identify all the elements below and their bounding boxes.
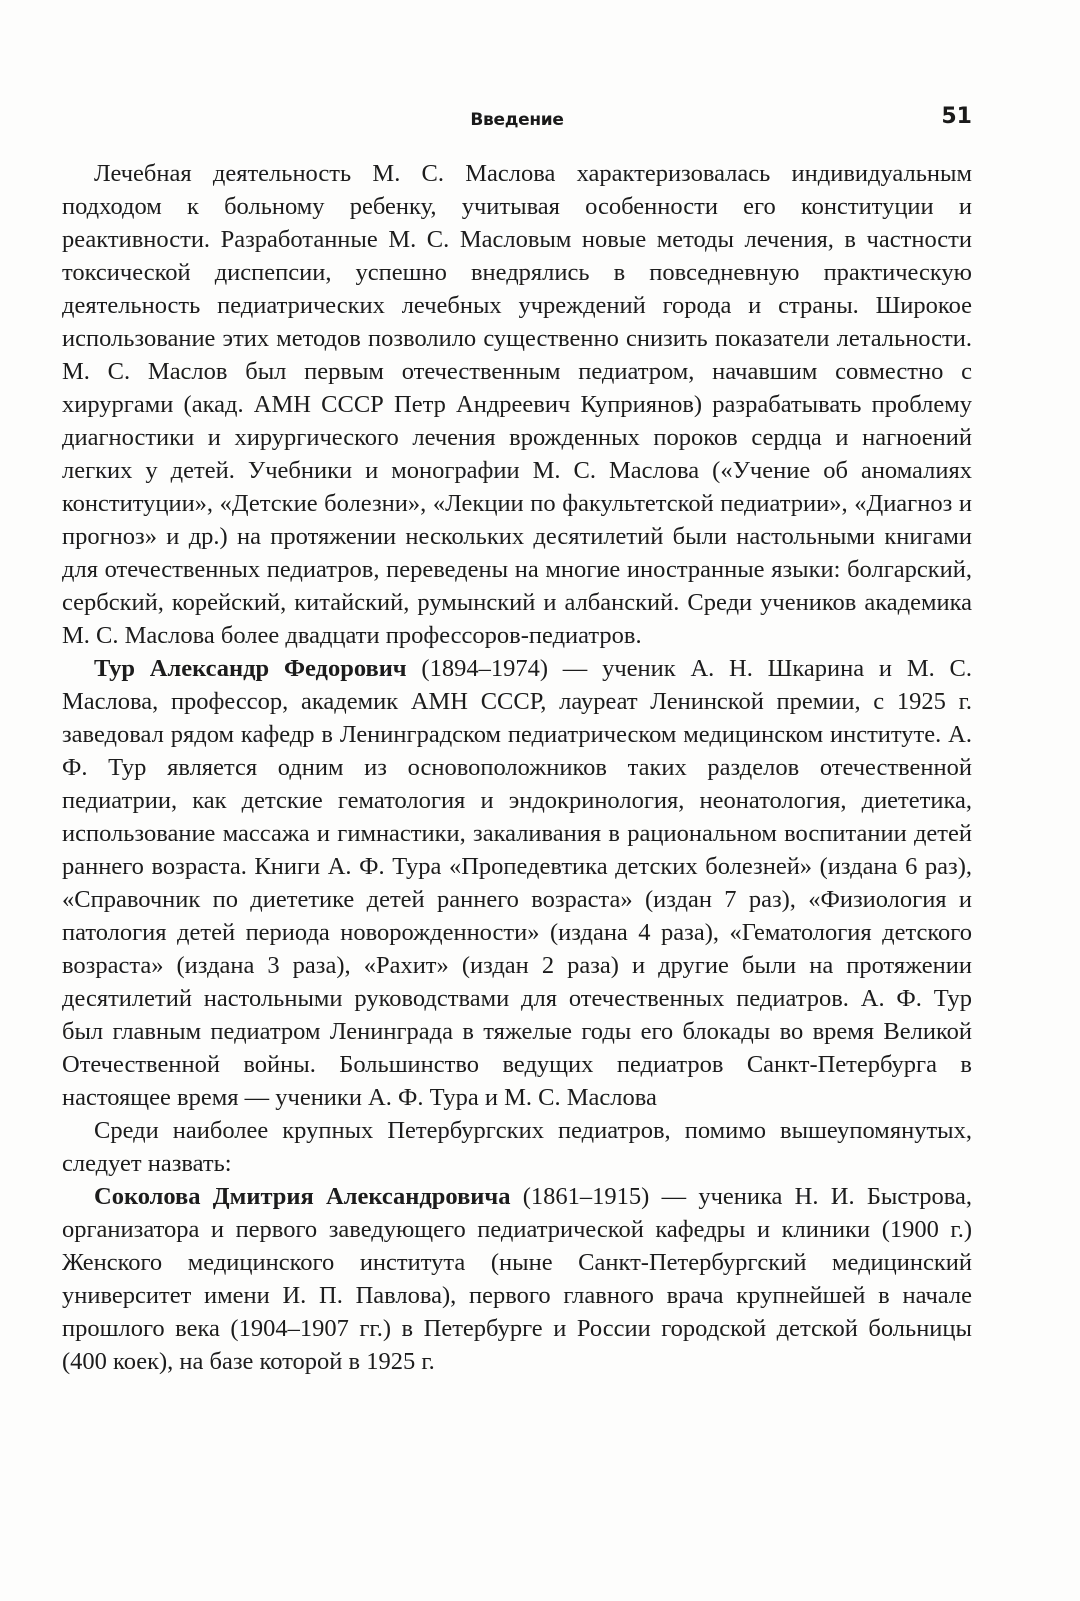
running-header xyxy=(62,104,972,134)
paragraph xyxy=(62,652,972,1114)
paragraph-text: Среди наиболее крупных Петербургских педиатров, помимо вышеупомянутых, следует назвать: xyxy=(62,1117,972,1177)
paragraph xyxy=(62,157,972,652)
paragraph-text: Лечебная деятельность М. С. Маслова характеризовалась индивидуальным подходом к больному ребенку, учитывая особенности его конституции и реактивности. Разработанные М. С. Масловым новые методы лечения, в частности токсической диспепсии, успешно внедрялись в повседневную практическую деятельность педиатрических лечебных учреждений города и страны. Широкое использование этих методов позволило существенно снизить показатели летальности. М. С. Маслов был первым отечественным педиатром, начавшим совместно с хирургами (акад. АМН СССР Петр Андреевич Куприянов) разрабатывать проблему диагностики и хирургического лечения врожденных пороков сердца и нагноений легких у детей. Учебники и монографии М. С. Маслова («Учение об аномалиях конституции», «Детские болезни», «Лекции по факультетской педиатрии», «Диагноз и прогноз» и др.) на протяжении нескольких десятилетий были настольными книгами для отечественных педиатров, переведены на многие иностранные языки: болгарский, сербский, корейский, китайский, румынский и албанский. Среди учеников академика М. С. Маслова более двадцати профессоров-педиатров. xyxy=(62,160,972,649)
paragraph xyxy=(62,1180,972,1378)
body-text xyxy=(62,157,972,1378)
section-title: Введение xyxy=(470,110,564,130)
paragraph-lead: Тур Александр Федорович xyxy=(94,655,407,682)
paragraph-text: (1861–1915) — ученика Н. И. Быстрова, организатора и первого заведующего педиатрической кафедры и клиники (1900 г.) Женского медицинского института (ныне Санкт-Петербургский медицинский университет имени И. П. Павлова), первого главного врача крупнейшей в начале прошлого века (1904–1907 гг.) в Петербурге и России городской детской больницы (400 коек), на базе которой в 1925 г. xyxy=(62,1183,972,1375)
paragraph-lead: Соколова Дмитрия Александровича xyxy=(94,1183,511,1210)
paragraph xyxy=(62,1114,972,1180)
paragraph-text: (1894–1974) — ученик А. Н. Шкарина и М. С. Маслова, профессор, академик АМН СССР, лауреат Ленинской премии, с 1925 г. заведовал рядом кафедр в Ленинградском педиатрическом медицинском институте. А. Ф. Тур является одним из основоположников таких разделов отечественной педиатрии, как детские гематология и эндокринология, неонатология, диететика, использование массажа и гимнастики, закаливания в рациональном воспитании детей раннего возраста. Книги А. Ф. Тура «Пропедевтика детских болезней» (издана 6 раз), «Справочник по диететике детей раннего возраста» (издан 7 раз), «Физиология и патология детей периода новорожденности» (издана 4 раза), «Гематология детского возраста» (издана 3 раза), «Рахит» (издан 2 раза) и другие были на протяжении десятилетий настольными руководствами для отечественных педиатров. А. Ф. Тур был главным педиатром Ленинграда в тяжелые годы его блокады во время Великой Отечественной войны. Большинство ведущих педиатров Санкт-Петербурга в настоящее время — ученики А. Ф. Тура и М. С. Маслова xyxy=(62,655,973,1111)
page-number: 51 xyxy=(941,104,972,129)
